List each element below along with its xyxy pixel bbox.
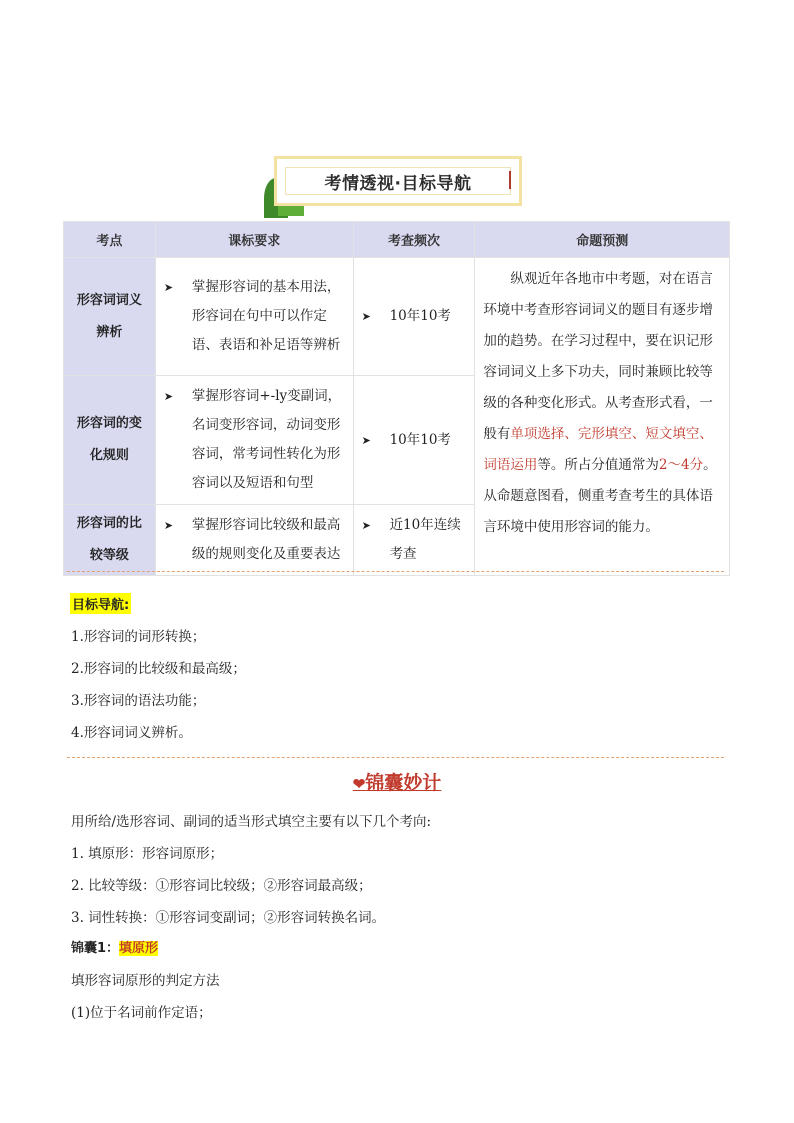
- arrow-bullet-icon: ➤: [361, 433, 371, 447]
- list-item: 4.形容词词义辨析。: [71, 725, 192, 741]
- arrow-bullet-icon: ➤: [163, 519, 174, 532]
- table-header-row: [64, 222, 730, 258]
- header-prediction: 命题预测: [475, 222, 730, 258]
- exam-type-highlight: 短文填空: [645, 426, 700, 442]
- exam-type-highlight: 单项选择: [510, 426, 565, 442]
- point-cell: 形容词词义辨析: [64, 258, 156, 376]
- banner-title: 考情透视·目标导航: [324, 173, 472, 194]
- banner-frame: [274, 156, 522, 206]
- arrow-bullet-icon: ➤: [163, 390, 174, 403]
- frequency-text: 10年10考: [389, 308, 451, 324]
- prediction-cell: 纵观近年各地市中考题，对在语言环境中考查形容词词义的题目有逐步增加的趋势。在学习过程中，要在识记形容词词义上多下功夫，同时兼顾比较等级的各种变化形式。从考查形式看，一般有单项选择、完形填空、短文填空、词语运用等。所占分值通常为2～4分。从命题意图看，侧重考查考生的具体语言环境中使用形容词的能力。: [475, 258, 730, 576]
- intro-text: 用所给/选形容词、副词的适当形式填空主要有以下几个考向:: [71, 814, 432, 830]
- arrow-bullet-icon: ➤: [361, 519, 371, 532]
- banner-accent-bar: [509, 171, 511, 189]
- list-item: 2. 比较等级：①形容词比较级；②形容词最高级；: [71, 878, 372, 894]
- table-row: [64, 258, 730, 376]
- dashed-divider: [67, 757, 724, 758]
- exam-analysis-table: [63, 221, 730, 576]
- requirement-text: 掌握形容词的基本用法，形容词在句中可以作定语、表语和补足语等辨析: [191, 279, 341, 353]
- list-item: 1. 填原形：形容词原形；: [71, 846, 224, 862]
- frequency-text: 10年10考: [389, 431, 451, 448]
- point-cell: 形容词的变化规则: [64, 376, 156, 505]
- arrow-bullet-icon: ➤: [163, 281, 174, 294]
- section-banner: [262, 156, 524, 214]
- point-cell: 形容词的比较等级: [64, 505, 156, 576]
- section-title: ❤锦囊妙计: [352, 772, 442, 794]
- list-item: 3. 词性转换：①形容词变副词；②形容词转换名词。: [71, 910, 386, 926]
- list-item: 3.形容词的语法功能；: [71, 693, 206, 709]
- list-item: 1.形容词的词形转换；: [71, 629, 206, 645]
- dashed-divider: [67, 571, 724, 572]
- tip-heading: 锦囊1：填原形: [71, 941, 159, 956]
- heart-icon: ❤: [352, 775, 366, 793]
- method-text: 填形容词原形的判定方法: [71, 973, 220, 989]
- exam-type-highlight: 词语运用: [483, 457, 538, 473]
- header-requirement: 课标要求: [155, 222, 353, 258]
- header-point: 考点: [64, 222, 156, 258]
- exam-type-highlight: 完形填空: [577, 426, 632, 442]
- tip-title-highlight: 填原形: [119, 941, 159, 956]
- score-value: 2～4分: [658, 457, 704, 473]
- arrow-bullet-icon: ➤: [361, 310, 371, 323]
- frequency-text: 近10年连续考查: [389, 517, 461, 562]
- header-frequency: 考查频次: [353, 222, 475, 258]
- requirement-text: 掌握形容词比较级和最高级的规则变化及重要表达: [191, 517, 341, 562]
- goals-label: 目标导航:: [70, 593, 131, 614]
- rule-text: (1)位于名词前作定语；: [71, 1005, 212, 1021]
- requirement-text: 掌握形容词+-ly变副词，名词变形容词，动词变形容词，常考词性转化为形容词以及短语和句型: [191, 388, 342, 491]
- list-item: 2.形容词的比较级和最高级；: [71, 661, 246, 677]
